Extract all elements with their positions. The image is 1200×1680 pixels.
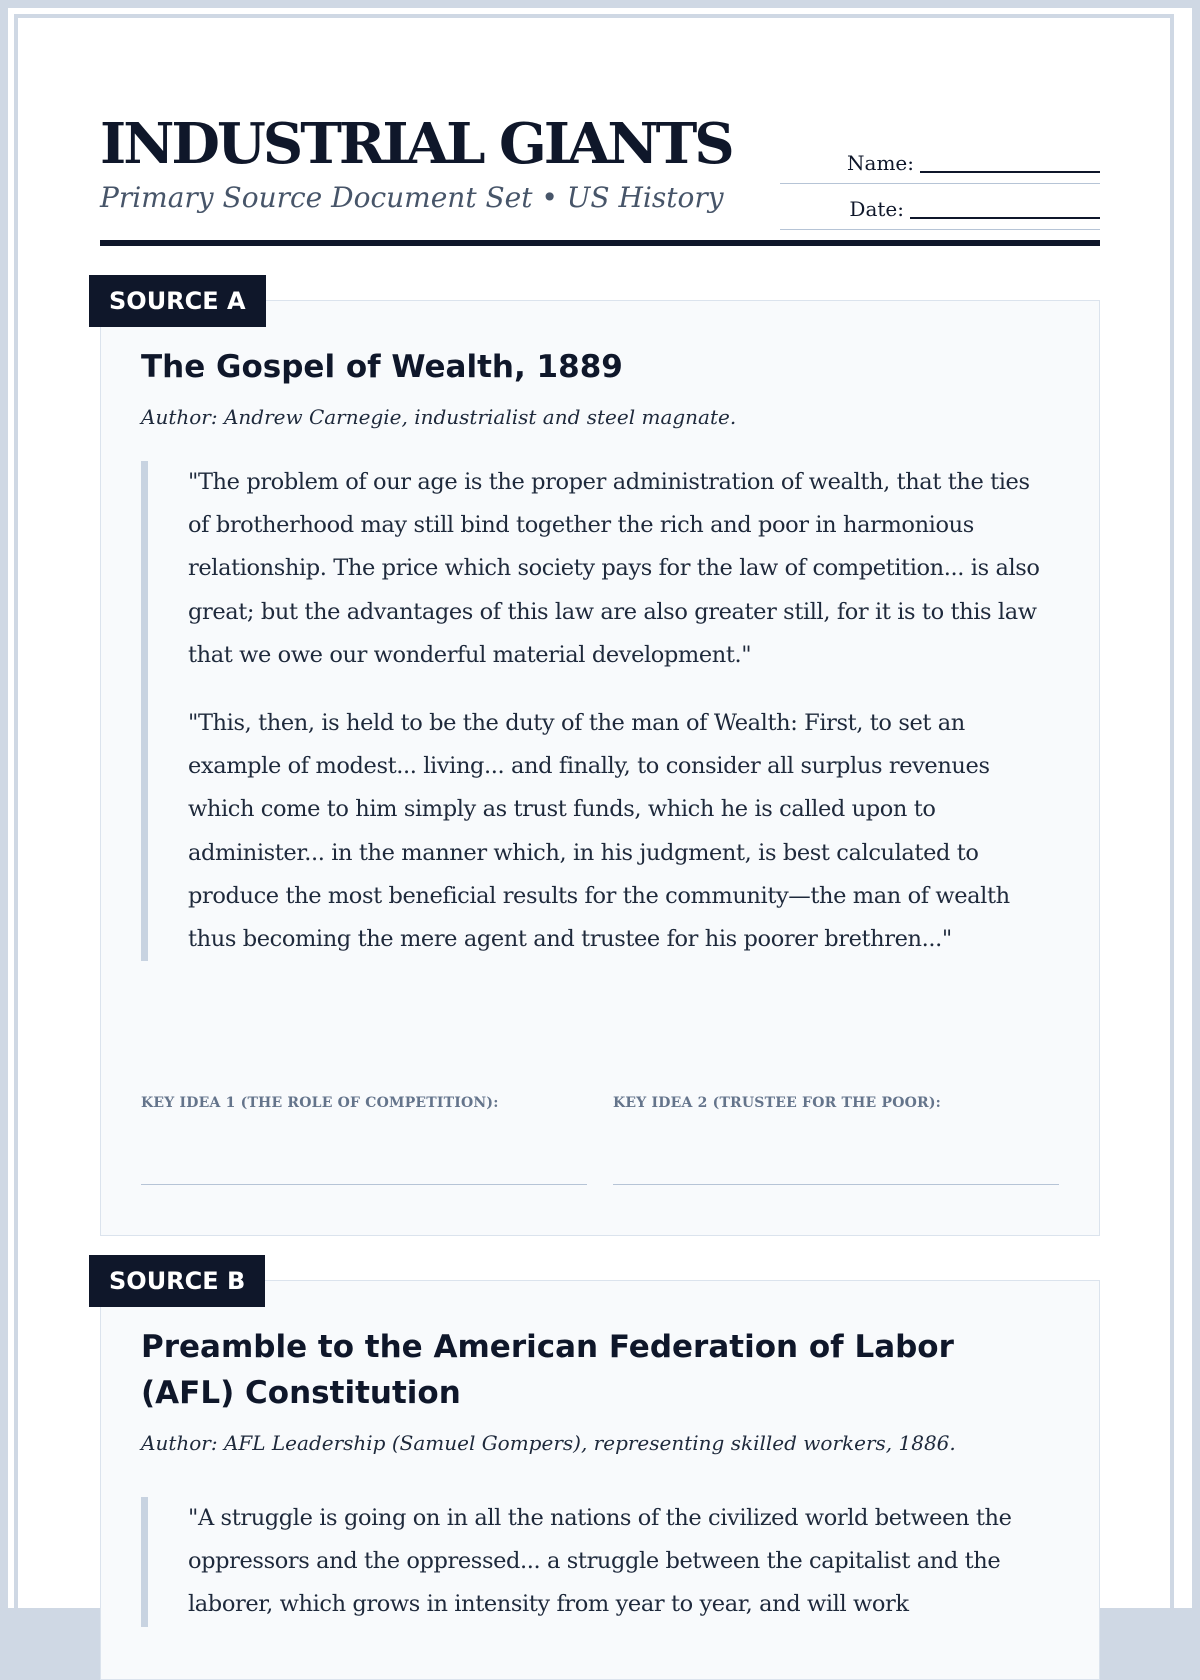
student-info-fields bbox=[780, 138, 1100, 230]
source-b-card bbox=[100, 1267, 1100, 1680]
key-idea-2-response[interactable] bbox=[613, 1093, 1059, 1185]
page-subtitle: Primary Source Document Set • US History bbox=[100, 181, 724, 214]
key-idea-1-response[interactable] bbox=[141, 1093, 587, 1185]
key-idea-1-label: KEY IDEA 1 (THE ROLE OF COMPETITION): bbox=[141, 1095, 499, 1111]
name-blank-line[interactable] bbox=[920, 171, 1100, 173]
source-b-tag: SOURCE B bbox=[89, 1255, 265, 1307]
date-label: Date: bbox=[849, 196, 904, 221]
source-a-quote-paragraph-1: "The problem of our age is the proper administration of wealth, that the ties of brotherhood may still bind together the rich and poor in harmonious relationship. The price which society pays for the law of competition... is also great; but the advantages of this law are also greater still, for it is to this law that we owe our wonderful material development." bbox=[188, 469, 1040, 668]
source-a-title: The Gospel of Wealth, 1889 bbox=[141, 349, 623, 385]
name-field[interactable] bbox=[780, 138, 1100, 184]
source-b-title: Preamble to the American Federation of Labor (AFL) Constitution bbox=[141, 1329, 954, 1411]
date-field[interactable] bbox=[780, 184, 1100, 230]
page-title: INDUSTRIAL GIANTS bbox=[100, 111, 732, 177]
key-idea-2-label: KEY IDEA 2 (TRUSTEE FOR THE POOR): bbox=[613, 1095, 942, 1111]
source-a-tag: SOURCE A bbox=[89, 275, 266, 327]
source-b-author: Author: AFL Leadership (Samuel Gompers), representing skilled workers, 1886. bbox=[141, 1431, 956, 1455]
source-a-card bbox=[100, 287, 1100, 1236]
worksheet-page bbox=[8, 8, 1192, 1618]
source-b-quote-paragraph-1: "A struggle is going on in all the nations of the civilized world between the oppressors and the oppressed... a struggle between the capitalist and the laborer, which grows in intensity from year to year, and will work bbox=[188, 1505, 1012, 1618]
header-divider bbox=[100, 240, 1100, 246]
source-a-author: Author: Andrew Carnegie, industrialist and steel magnate. bbox=[141, 405, 737, 429]
date-blank-line[interactable] bbox=[910, 217, 1100, 219]
source-a-quote bbox=[141, 461, 1051, 961]
source-b-quote bbox=[141, 1497, 1051, 1627]
source-a-quote-paragraph-2: "This, then, is held to be the duty of the man of Wealth: First, to set an example of modest... living... and finally, to consider all surplus revenues which come to him simply as trust funds, which he is called upon to administer... in the manner which, in his judgment, is best calculated to produce the most beneficial results for the community—the man of wealth thus becoming the mere agent and trustee for his poorer brethren..." bbox=[188, 710, 1010, 953]
name-label: Name: bbox=[847, 150, 914, 175]
